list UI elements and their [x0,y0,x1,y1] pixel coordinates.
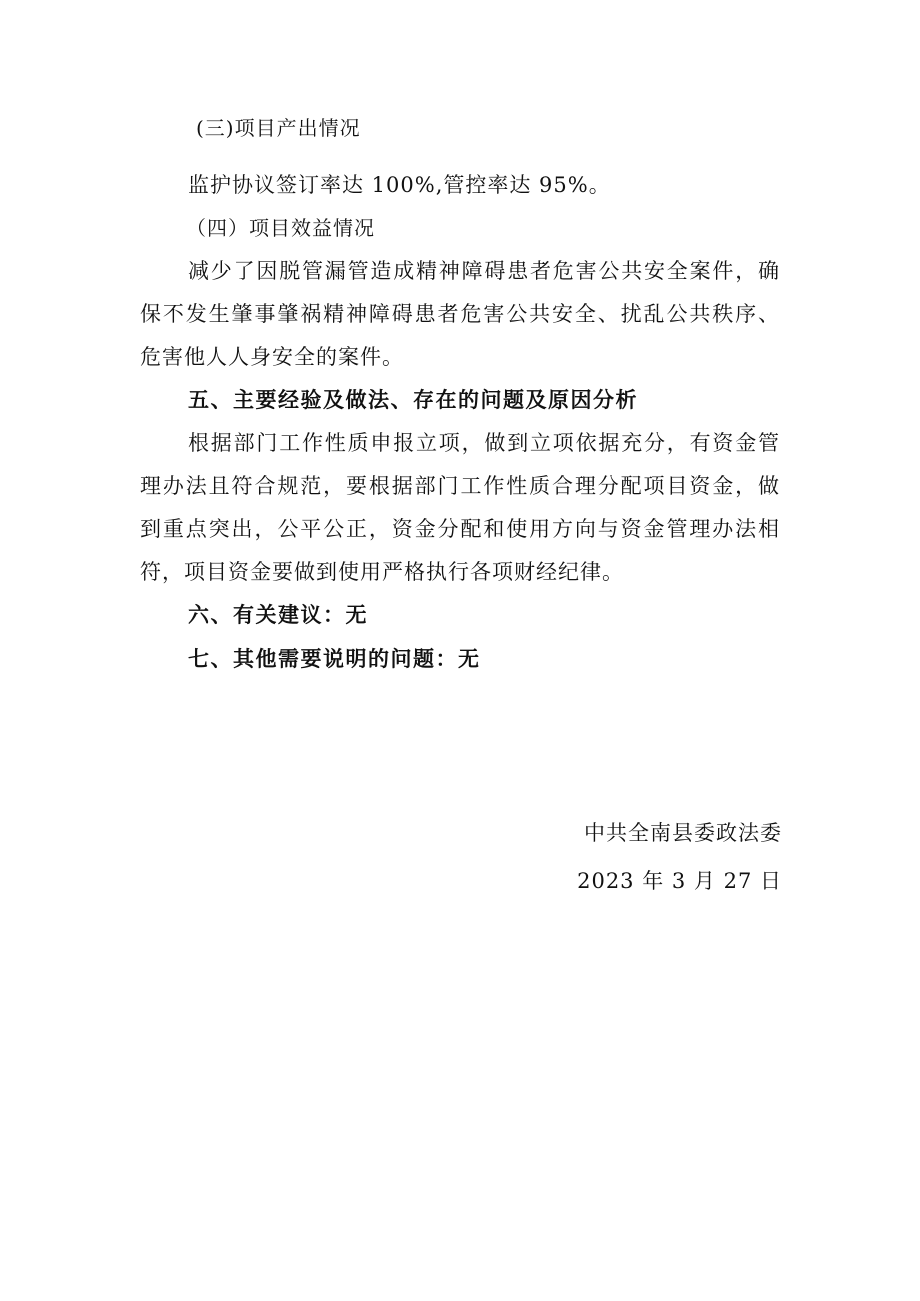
section-5-heading: 五、主要经验及做法、存在的问题及原因分析 [188,388,638,412]
section-6-heading: 六、有关建议：无 [188,603,368,627]
subsection-4-line-1: 减少了因脱管漏管造成精神障碍患者危害公共安全案件，确 [188,259,780,283]
subsection-4-line-3: 危害他人人身安全的案件。 [140,345,404,369]
signature-organization: 中共全南县委政法委 [584,821,782,845]
section-5-line-1: 根据部门工作性质申报立项，做到立项依据充分，有资金管 [188,431,780,455]
subsection-4-heading: （四）项目效益情况 [186,216,375,240]
subsection-4-line-2: 保不发生肇事肇祸精神障碍患者危害公共安全、扰乱公共秩序、 [140,302,780,326]
section-5-line-2: 理办法且符合规范，要根据部门工作性质合理分配项目资金，做 [140,474,780,498]
subsection-3-heading: (三)项目产出情况 [196,116,361,140]
section-5-line-3: 到重点突出，公平公正，资金分配和使用方向与资金管理办法相 [140,517,780,541]
subsection-3-text: 监护协议签订率达 100%,管控率达 95%。 [188,173,611,197]
section-7-heading: 七、其他需要说明的问题：无 [188,647,481,671]
section-5-line-4: 符，项目资金要做到使用严格执行各项财经纪律。 [140,560,624,584]
signature-date: 2023 年 3 月 27 日 [577,869,782,893]
